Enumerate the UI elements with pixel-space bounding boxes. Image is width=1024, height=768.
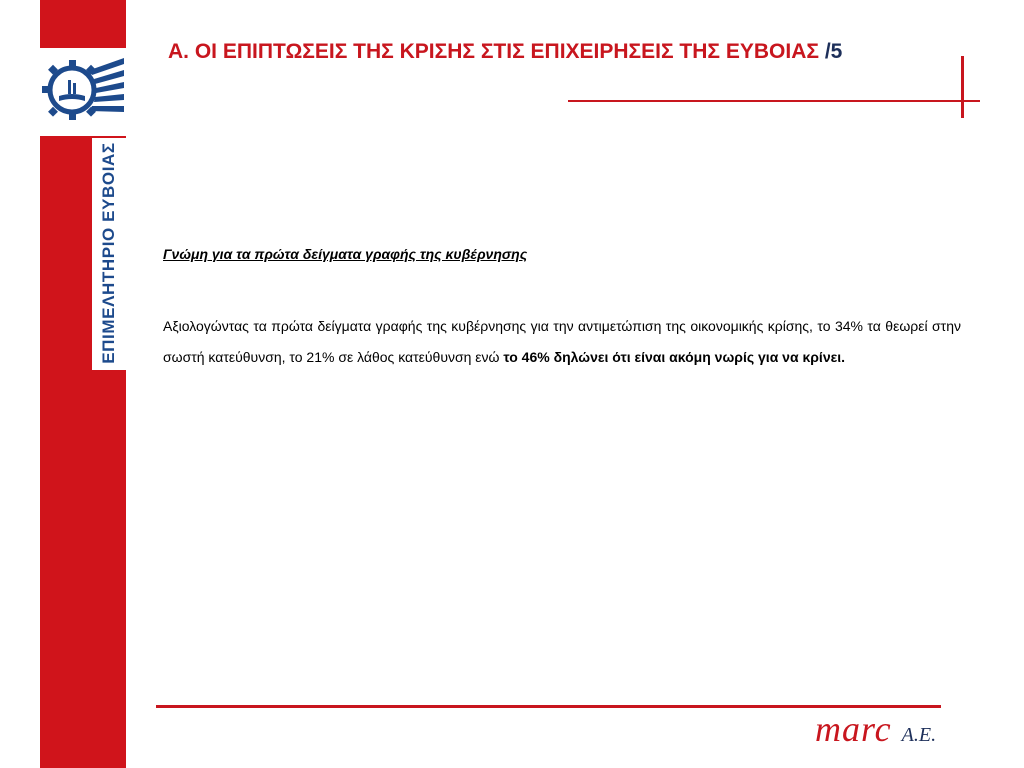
chamber-gear-logo-icon [40,48,126,132]
footer-brand [815,708,936,750]
paragraph-emphasis: το 46% δηλώνει ότι είναι ακόμη νωρίς για να κρίνει. [503,349,846,365]
brand-suffix: A.E. [901,724,937,746]
body-paragraph [163,311,961,373]
organization-name: ΕΠΙΜΕΛΗΤΗΡΙΟ ΕΥΒΟΙΑΣ [99,142,118,364]
header-divider-vertical [961,56,964,118]
header-divider [568,100,980,102]
section-subtitle: Γνώμη για τα πρώτα δείγματα γραφής της κυβέρνησης [163,246,528,262]
paragraph-text: Αξιολογώντας τα πρώτα δείγματα γραφής της κυβέρνησης για την αντιμετώπιση της οικονομικής κρίσης, το 34% τα θεωρεί στην σωστή κατεύθυνση, το 21% σε λάθος κατεύθυνση ενώ [163,318,961,365]
logo [40,48,126,132]
slide-number: /5 [824,40,843,63]
title-text: Α. ΟΙ ΕΠΙΠΤΩΣΕΙΣ ΤΗΣ ΚΡΙΣΗΣ ΣΤΙΣ ΕΠΙΧΕΙΡΗΣΕΙΣ ΤΗΣ ΕΥΒΟΙΑΣ [168,40,825,63]
brand-name: marc [815,709,892,749]
page-title [168,40,842,64]
sidebar-band-top [40,0,126,48]
